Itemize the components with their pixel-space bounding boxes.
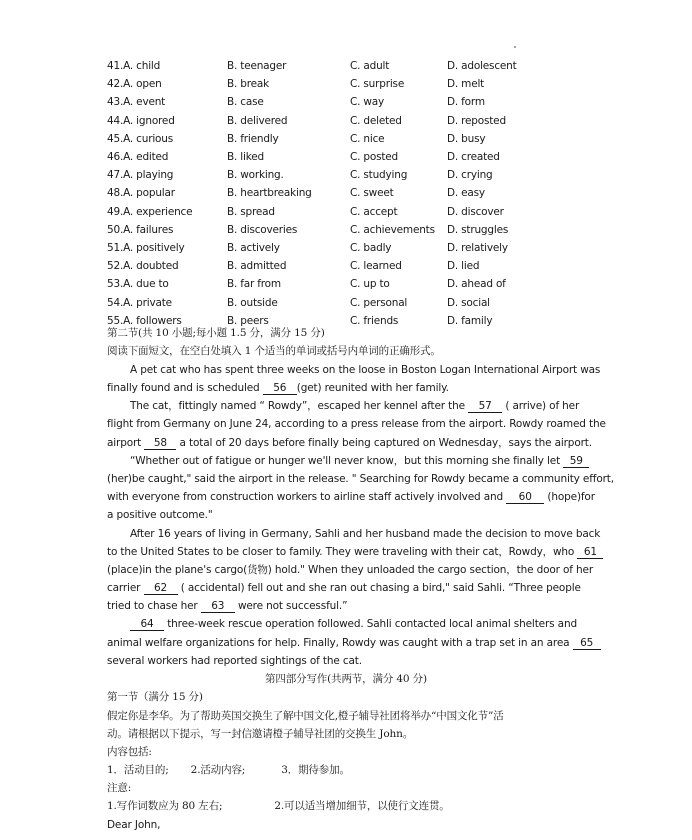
option-c: C. deleted xyxy=(350,114,402,127)
option-c: C. learned xyxy=(350,260,402,273)
scan-speck xyxy=(514,46,516,48)
option-b: B. working. xyxy=(227,169,284,182)
option-a: 43.A. event xyxy=(107,96,166,109)
section2-instruction: 阅读下面短文，在空白处填入 1 个适当的单词或括号内单词的正确形式。 xyxy=(107,345,441,357)
option-c: C. personal xyxy=(350,296,408,309)
option-b: B. friendly xyxy=(227,132,279,145)
option-a: 48.A. popular xyxy=(107,187,175,200)
option-b: B. heartbreaking xyxy=(227,187,312,200)
option-d: D. adolescent xyxy=(447,60,517,73)
part4-section1-heading: 第一节（满分 15 分) xyxy=(107,691,203,703)
option-d: D. ahead of xyxy=(447,278,506,291)
passage-line: 64 three-week rescue operation followed. Sahli contacted local animal shelters and xyxy=(130,617,577,631)
cloze-option-row xyxy=(107,239,557,257)
option-b: B. admitted xyxy=(227,260,287,273)
option-d: D. lied xyxy=(447,260,480,273)
passage-line: flight from Germany on June 24, according to a press release from the airport. Rowdy roamed the xyxy=(107,418,606,430)
cloze-option-row xyxy=(107,184,557,202)
question-number: 42. xyxy=(107,78,124,91)
option-a: 51.A. positively xyxy=(107,241,185,254)
cloze-option-row xyxy=(107,221,557,239)
option-b: B. case xyxy=(227,96,264,109)
question-number: 51. xyxy=(107,241,124,254)
passage-line: finally found and is scheduled 56 (get) reunited with her family. xyxy=(107,382,449,394)
option-c: C. accept xyxy=(350,205,398,218)
content-label: 内容包括: xyxy=(107,746,152,758)
question-number: 44. xyxy=(107,114,124,127)
cloze-option-row xyxy=(107,257,557,275)
option-a: 55.A. followers xyxy=(107,314,182,327)
content-item-2: 2.活动内容; xyxy=(190,764,246,776)
cloze-options-table xyxy=(107,57,557,330)
passage-line: airport 58 a total of 20 days before finally being captured on Wednesday，says the airport. xyxy=(107,437,592,449)
question-number: 50. xyxy=(107,223,124,236)
content-item-3: 3．期待参加。 xyxy=(281,764,350,776)
option-c: C. up to xyxy=(350,278,390,291)
content-items xyxy=(107,763,350,777)
option-a: 47.A. playing xyxy=(107,169,174,182)
option-b: B. peers xyxy=(227,314,269,327)
passage-line: animal welfare organizations for help. Finally, Rowdy was caught with a trap set in an area 65 xyxy=(107,636,601,650)
passage-line: (place)in the plane's cargo(货物) hold." When they unloaded the cargo section，the door of her xyxy=(107,564,593,576)
option-c: C. surprise xyxy=(350,78,405,91)
passage-line: The cat，fittingly named “ Rowdy”，escaped her kennel after the 57 ( arrive) of her xyxy=(130,400,580,412)
option-a: 45.A. curious xyxy=(107,132,173,145)
question-number: 46. xyxy=(107,151,124,164)
note-2: 2.可以适当增加细节，以使行文连贯。 xyxy=(274,800,450,812)
part4-title: 第四部分写作(共两节，满分 40 分) xyxy=(265,673,427,685)
question-number: 54. xyxy=(107,296,124,309)
option-b: B. delivered xyxy=(227,114,288,127)
option-d: D. melt xyxy=(447,78,485,91)
option-d: D. form xyxy=(447,96,485,109)
option-c: C. posted xyxy=(350,151,399,164)
option-a: 53.A. due to xyxy=(107,278,169,291)
question-number: 47. xyxy=(107,169,124,182)
option-d: D. busy xyxy=(447,132,486,145)
question-number: 55. xyxy=(107,314,124,327)
option-a: 52.A. doubted xyxy=(107,260,179,273)
passage-line: several workers had reported sightings of the cat. xyxy=(107,655,362,667)
cloze-option-row xyxy=(107,57,557,75)
passage-line: After 16 years of living in Germany, Sahli and her husband made the decision to move back xyxy=(130,528,601,540)
option-c: C. way xyxy=(350,96,385,109)
blank-63[interactable]: 63 xyxy=(201,600,235,613)
letter-salutation: Dear John, xyxy=(107,819,161,831)
cloze-option-row xyxy=(107,148,557,166)
option-a: 50.A. failures xyxy=(107,223,174,236)
question-number: 52. xyxy=(107,260,124,273)
question-number: 48. xyxy=(107,187,124,200)
cloze-option-row xyxy=(107,293,557,311)
cloze-option-row xyxy=(107,203,557,221)
blank-57[interactable]: 57 xyxy=(468,400,502,413)
blank-60[interactable]: 60 xyxy=(506,491,544,504)
option-a: 46.A. edited xyxy=(107,151,169,164)
section2-heading: 第二节(共 10 小题;每小题 1.5 分，满分 15 分) xyxy=(107,327,325,339)
blank-56[interactable]: 56 xyxy=(263,382,297,395)
notes-label: 注意: xyxy=(107,782,132,794)
option-b: B. outside xyxy=(227,296,278,309)
passage-line: “Whether out of fatigue or hunger we'll never know，but this morning she finally let 59 xyxy=(130,454,589,468)
blank-62[interactable]: 62 xyxy=(144,582,178,595)
passage-line: a positive outcome." xyxy=(107,509,213,521)
option-d: D. relatively xyxy=(447,241,508,254)
blank-65[interactable]: 65 xyxy=(573,637,601,650)
option-c: C. badly xyxy=(350,241,392,254)
option-c: C. nice xyxy=(350,132,385,145)
option-d: D. discover xyxy=(447,205,504,218)
cloze-option-row xyxy=(107,93,557,111)
cloze-option-row xyxy=(107,166,557,184)
blank-61[interactable]: 61 xyxy=(577,546,603,559)
passage-line: (her)be caught," said the airport in the release. " Searching for Rowdy became a community effort, xyxy=(107,473,614,485)
option-d: D. family xyxy=(447,314,493,327)
note-1: 1.写作词数应为 80 左右; xyxy=(107,800,223,812)
question-number: 41. xyxy=(107,60,124,73)
passage-line: to the United States to be closer to family. They were traveling with their cat，Rowdy，who 61 xyxy=(107,545,603,559)
option-a: 49.A. experience xyxy=(107,205,193,218)
cloze-option-row xyxy=(107,75,557,93)
option-c: C. friends xyxy=(350,314,399,327)
option-b: B. break xyxy=(227,78,270,91)
option-c: C. studying xyxy=(350,169,408,182)
question-number: 45. xyxy=(107,132,124,145)
option-a: 54.A. private xyxy=(107,296,172,309)
option-d: D. reposted xyxy=(447,114,506,127)
option-d: D. social xyxy=(447,296,490,309)
question-number: 53. xyxy=(107,278,124,291)
writing-prompt-line: 动。请根据以下提示，写一封信邀请橙子辅导社团的交换生 John。 xyxy=(107,728,414,740)
question-number: 43. xyxy=(107,96,124,109)
notes-items xyxy=(107,799,450,813)
option-d: D. easy xyxy=(447,187,485,200)
cloze-option-row xyxy=(107,112,557,130)
blank-59[interactable]: 59 xyxy=(563,455,589,468)
option-b: B. liked xyxy=(227,151,264,164)
option-a: 41.A. child xyxy=(107,60,161,73)
question-number: 49. xyxy=(107,205,124,218)
writing-prompt-line: 假定你是李华。为了帮助英国交换生了解中国文化,橙子辅导社团将举办“中国文化节”活 xyxy=(107,710,504,722)
option-c: C. achievements xyxy=(350,223,435,236)
passage-line: tried to chase her 63 were not successful.” xyxy=(107,600,348,612)
content-item-1: 1．活动目的; xyxy=(107,764,169,776)
blank-58[interactable]: 58 xyxy=(144,437,176,450)
passage-line: carrier 62 ( accidental) fell out and she ran out chasing a bird," said Sahli. “Three people xyxy=(107,582,581,594)
option-b: B. actively xyxy=(227,241,280,254)
option-d: D. crying xyxy=(447,169,493,182)
option-c: C. sweet xyxy=(350,187,394,200)
option-b: B. far from xyxy=(227,278,281,291)
option-c: C. adult xyxy=(350,60,390,73)
blank-64[interactable]: 64 xyxy=(130,618,164,631)
passage-line: with everyone from construction workers to airline staff actively involved and 60 (hope)for xyxy=(107,491,595,503)
cloze-option-row xyxy=(107,130,557,148)
option-a: 44.A. ignored xyxy=(107,114,175,127)
option-a: 42.A. open xyxy=(107,78,162,91)
option-b: B. teenager xyxy=(227,60,287,73)
option-b: B. spread xyxy=(227,205,275,218)
option-d: D. created xyxy=(447,151,500,164)
option-d: D. struggles xyxy=(447,223,509,236)
cloze-option-row xyxy=(107,275,557,293)
option-b: B. discoveries xyxy=(227,223,298,236)
passage-line: A pet cat who has spent three weeks on the loose in Boston Logan International Airport was xyxy=(130,364,601,376)
